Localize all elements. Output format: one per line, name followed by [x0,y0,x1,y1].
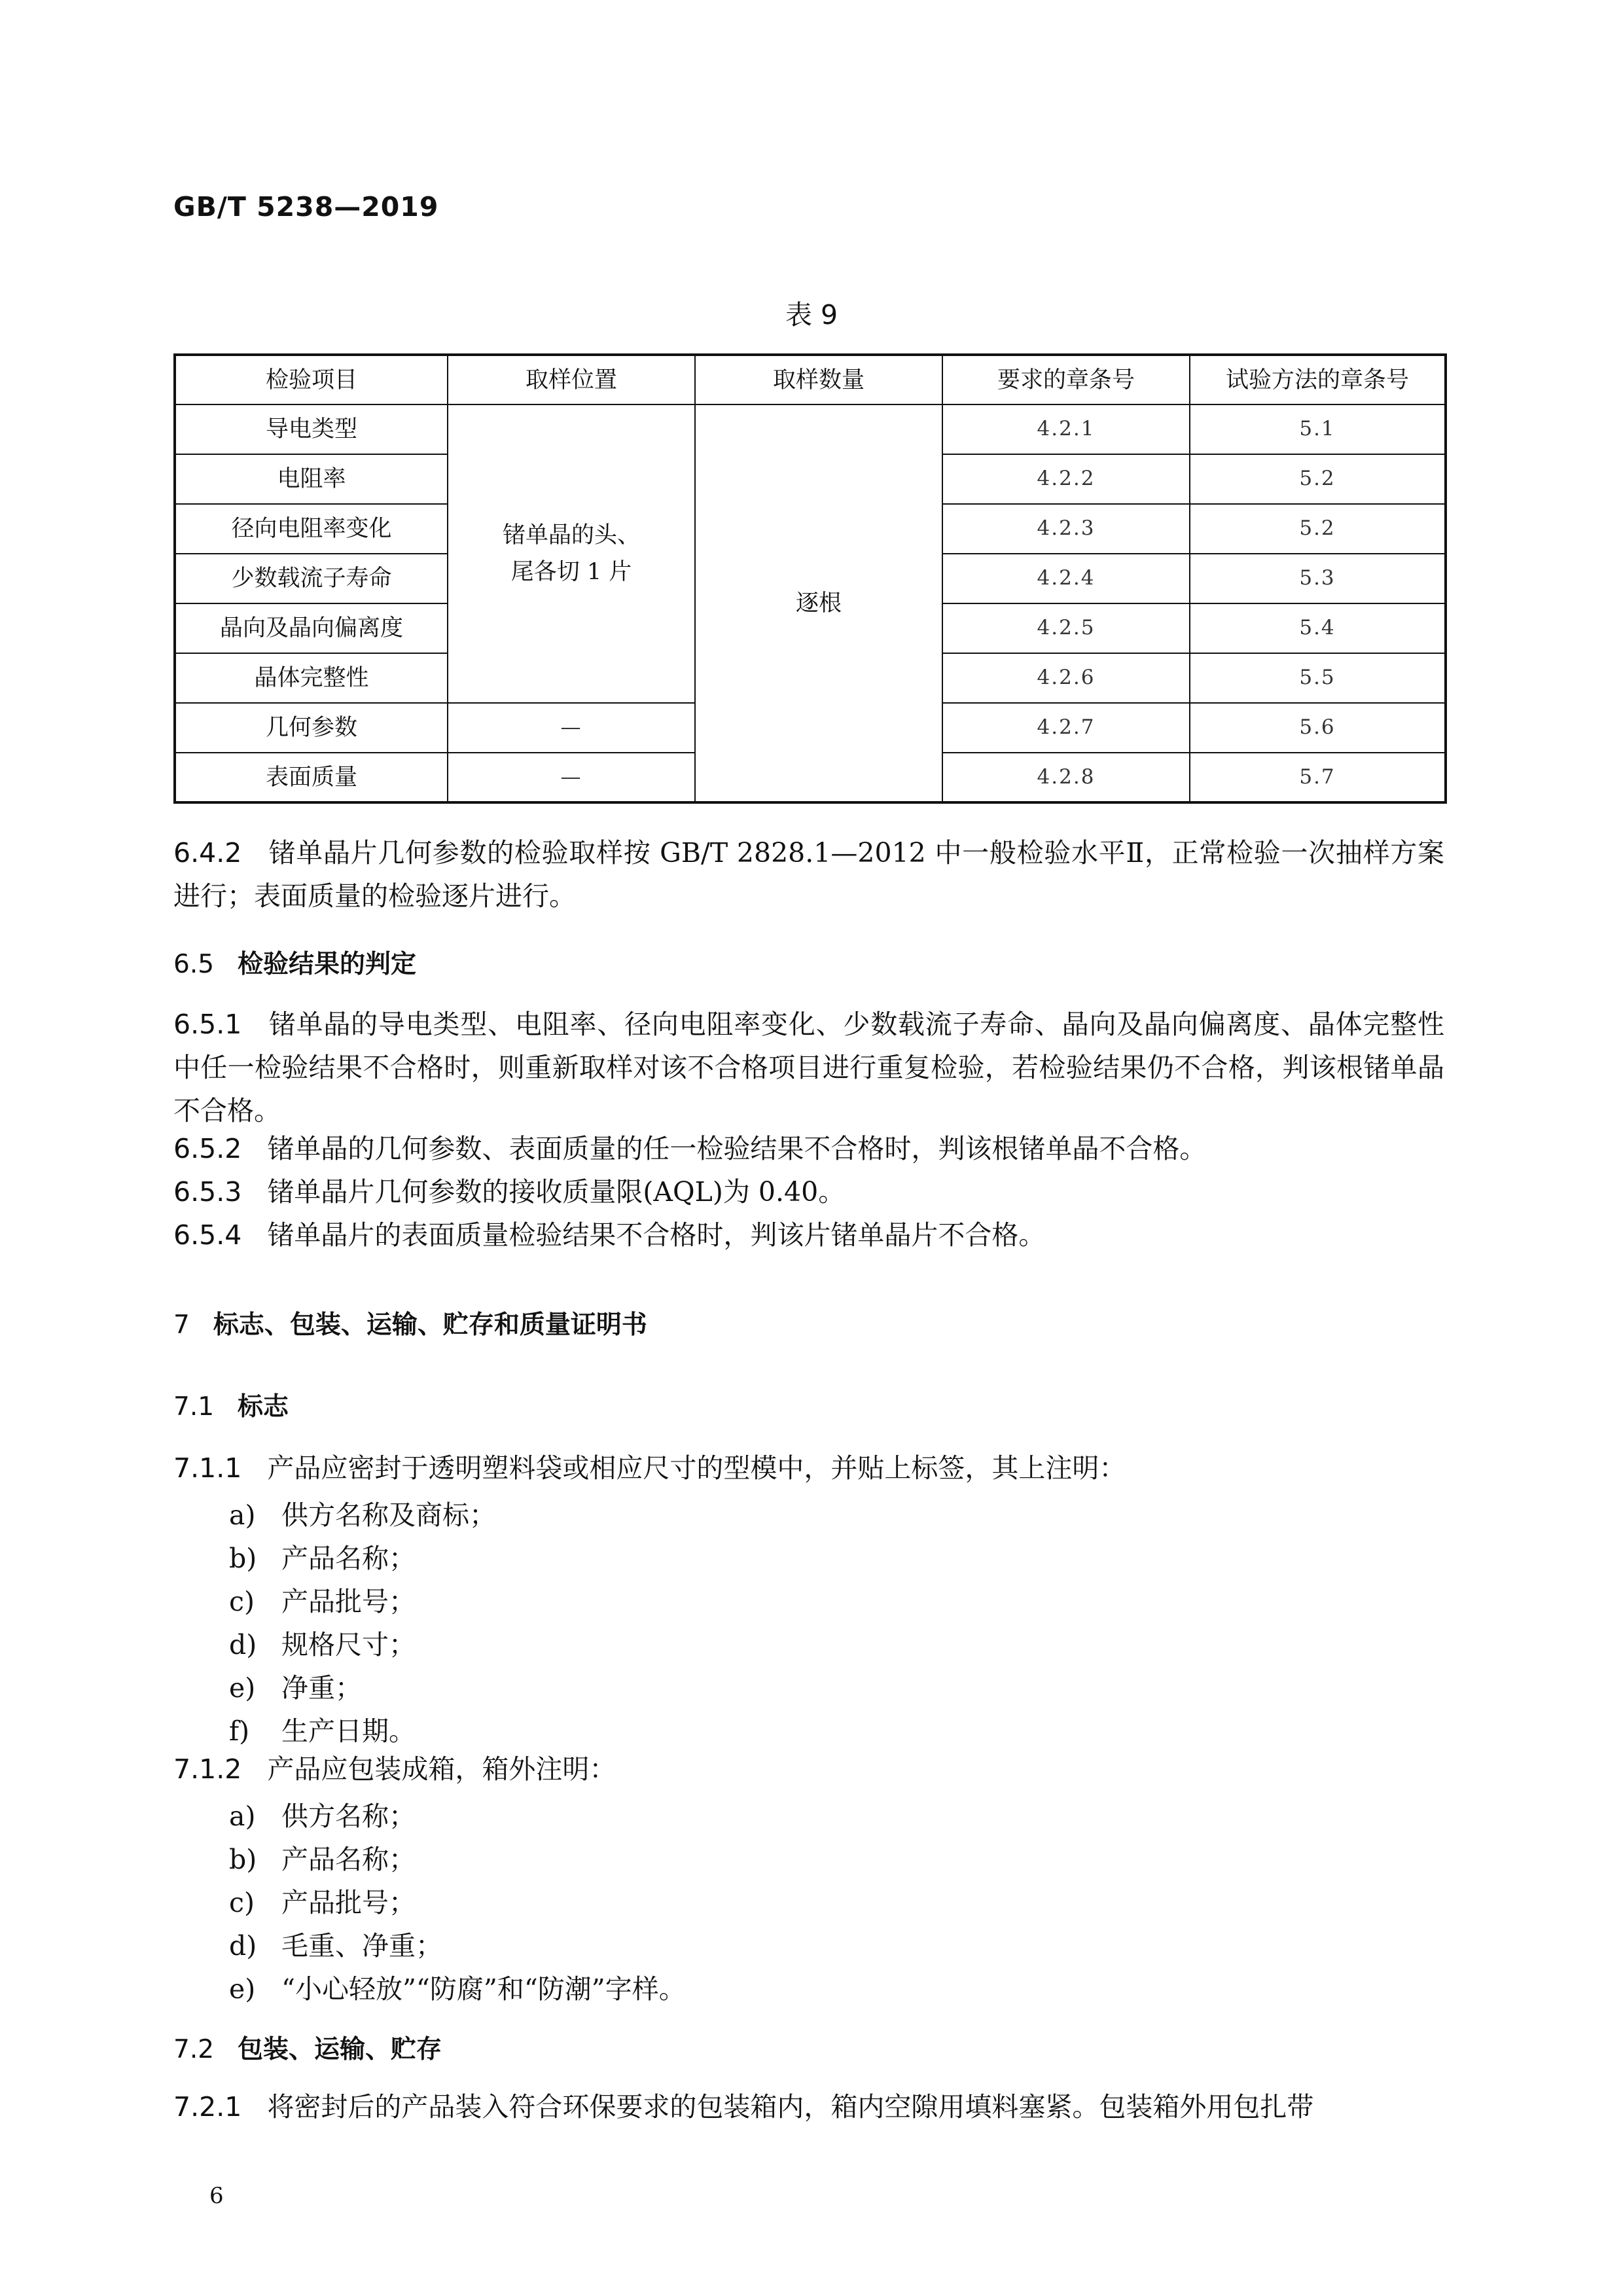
inspection-item-cell: 少数载流子寿命 [175,554,448,603]
standard-code: GB/T 5238—2019 [173,191,439,223]
chapter-number: 7 [173,1310,190,1340]
inspection-item-cell: 径向电阻率变化 [175,504,448,554]
list-item-label: f) [229,1715,250,1747]
requirement-clause-cell: 4.2.7 [942,703,1190,753]
test-method-clause-cell: 5.5 [1190,653,1446,703]
list-item-text: 产品批号； [281,1586,416,1617]
list-item-text: 净重； [281,1672,362,1704]
page-number: 6 [209,2183,224,2209]
section-7-2-heading [173,2029,442,2066]
section-title: 标志 [238,1392,289,1422]
clause-text: 产品应包装成箱，箱外注明： [267,1753,616,1785]
list-item [229,1494,496,1532]
list-item-text: 供方名称； [281,1801,416,1832]
section-number: 7.2 [173,2035,215,2064]
sampling-position-cell: — [448,753,695,802]
requirement-clause-cell: 4.2.4 [942,554,1190,603]
section-6-5-heading [173,944,416,980]
requirement-clause-cell: 4.2.8 [942,753,1190,802]
test-method-clause-cell: 5.1 [1190,404,1446,454]
requirement-clause-cell: 4.2.6 [942,653,1190,703]
list-item-text: 生产日期。 [281,1715,416,1747]
clause-number: 7.2.1 [173,2091,242,2123]
clause-text: 锗单晶片几何参数的检验取样按 GB/T 2828.1—2012 中一般检验水平Ⅱ，正常检验一次抽样方案进行；表面质量的检验逐片进行。 [173,837,1444,912]
column-header: 检验项目 [175,355,448,404]
list-item-text: 产品名称； [281,1844,416,1875]
sampling-position-cell [448,404,695,703]
clause-text: 锗单晶片几何参数的接收质量限(AQL)为 0.40。 [267,1176,846,1208]
list-item-label: c) [229,1887,255,1918]
sampling-quantity-cell: 逐根 [695,404,942,802]
list-item-text: “小心轻放”“防腐”和“防潮”字样。 [281,1973,686,2005]
table-title: 表 9 [785,299,838,331]
sampling-position-line: 尾各切 1 片 [510,559,632,585]
test-method-clause-cell: 5.6 [1190,703,1446,753]
test-method-clause-cell: 5.2 [1190,504,1446,554]
test-method-clause-cell: 5.2 [1190,454,1446,504]
list-item [229,1580,416,1619]
chapter-7-heading [173,1304,647,1341]
inspection-item-cell: 晶体完整性 [175,653,448,703]
list-item-label: b) [229,1543,257,1574]
list-item-label: a) [229,1499,256,1531]
inspection-item-cell: 表面质量 [175,753,448,802]
section-number: 7.1 [173,1392,215,1422]
sampling-position-cell: — [448,703,695,753]
list-item-text: 供方名称及商标； [281,1499,496,1531]
sampling-position-line: 锗单晶的头、 [502,522,640,548]
list-item [229,1838,416,1876]
clause-6-5-1 [173,1003,1444,1132]
inspection-item-cell: 导电类型 [175,404,448,454]
section-7-1-heading [173,1386,289,1423]
clause-7-1-1 [173,1446,1444,1490]
list-item [229,1710,416,1748]
list-item-text: 规格尺寸； [281,1629,416,1660]
list-item [229,1623,416,1662]
table-9 [173,353,1447,804]
column-header: 要求的章条号 [942,355,1190,404]
list-item [229,1537,416,1575]
inspection-item-cell: 晶向及晶向偏离度 [175,603,448,653]
clause-7-1-2 [173,1748,1444,1791]
requirement-clause-cell: 4.2.2 [942,454,1190,504]
list-item-label: d) [229,1930,257,1962]
clause-text: 锗单晶的导电类型、电阻率、径向电阻率变化、少数载流子寿命、晶向及晶向偏离度、晶体完整性中任一检验结果不合格时，则重新取样对该不合格项目进行重复检验，若检验结果仍不合格，判该根锗单晶不合格。 [173,1009,1444,1126]
clause-number: 6.5.1 [173,1009,242,1040]
table-row [175,404,1446,454]
test-method-clause-cell: 5.4 [1190,603,1446,653]
chapter-title: 标志、包装、运输、贮存和质量证明书 [213,1310,647,1340]
list-item [229,1795,416,1833]
list-item-text: 产品名称； [281,1543,416,1574]
list-item-label: e) [229,1672,256,1704]
clause-text: 锗单晶片的表面质量检验结果不合格时，判该片锗单晶片不合格。 [267,1219,1046,1251]
clause-number: 7.1.1 [173,1452,242,1484]
clause-6-4-2 [173,831,1444,918]
requirement-clause-cell: 4.2.5 [942,603,1190,653]
list-item-text: 产品批号； [281,1887,416,1918]
clause-text: 产品应密封于透明塑料袋或相应尺寸的型模中，并贴上标签，其上注明： [267,1452,1126,1484]
test-method-clause-cell: 5.3 [1190,554,1446,603]
clause-number: 6.5.3 [173,1176,242,1208]
clause-7-2-1 [173,2085,1444,2128]
clause-6-5-4 [173,1213,1444,1257]
list-item-label: d) [229,1629,257,1660]
list-item [229,1924,442,1963]
clause-number: 6.5.2 [173,1133,242,1164]
section-number: 6.5 [173,950,215,979]
test-method-clause-cell: 5.7 [1190,753,1446,802]
list-item [229,1881,416,1920]
table-header-row [175,355,1446,404]
inspection-item-cell: 电阻率 [175,454,448,504]
clause-text: 将密封后的产品装入符合环保要求的包装箱内，箱内空隙用填料塞紧。包装箱外用包扎带 [267,2091,1314,2123]
clause-number: 7.1.2 [173,1753,242,1785]
clause-number: 6.5.4 [173,1219,242,1251]
clause-text: 锗单晶的几何参数、表面质量的任一检验结果不合格时，判该根锗单晶不合格。 [267,1133,1207,1164]
inspection-item-cell: 几何参数 [175,703,448,753]
column-header: 取样位置 [448,355,695,404]
list-item-text: 毛重、净重； [281,1930,442,1962]
column-header: 试验方法的章条号 [1190,355,1446,404]
clause-6-5-3 [173,1170,1444,1213]
column-header: 取样数量 [695,355,942,404]
list-item [229,1967,686,2006]
list-item-label: e) [229,1973,256,2005]
section-title: 检验结果的判定 [238,950,417,979]
list-item-label: a) [229,1801,256,1832]
clause-number: 6.4.2 [173,837,242,869]
list-item-label: b) [229,1844,257,1875]
requirement-clause-cell: 4.2.1 [942,404,1190,454]
list-item [229,1666,362,1705]
list-item-label: c) [229,1586,255,1617]
clause-6-5-2 [173,1127,1444,1170]
section-title: 包装、运输、贮存 [238,2035,442,2064]
requirement-clause-cell: 4.2.3 [942,504,1190,554]
